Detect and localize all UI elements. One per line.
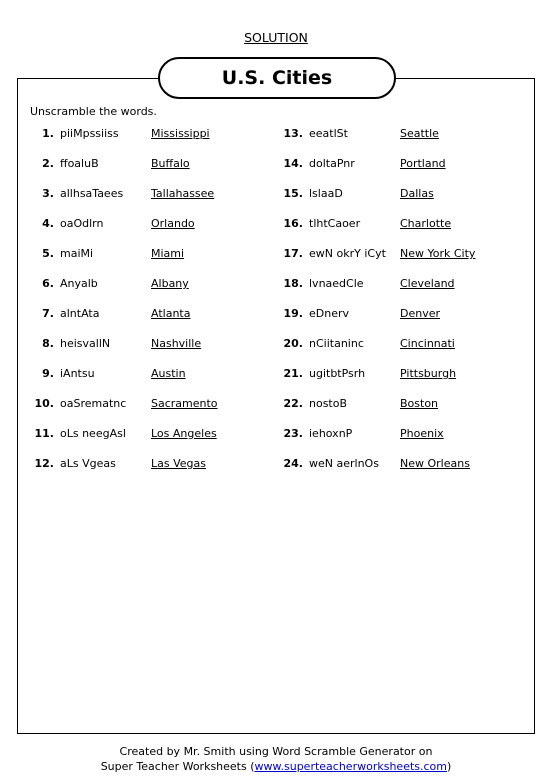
item-number: 4. (42, 217, 54, 230)
footer-credit: Created by Mr. Smith using Word Scramble Generator on (119, 745, 433, 758)
item-number: 3. (42, 187, 54, 200)
answer-word: Los Angeles (151, 427, 217, 440)
scrambled-word: nCiitaninc (309, 337, 364, 350)
footer (0, 744, 552, 774)
scrambled-word: iAntsu (60, 367, 95, 380)
answer-word: Denver (400, 307, 441, 320)
answer-word: Portland (400, 157, 446, 170)
scrambled-word: allhsaTaees (60, 187, 124, 200)
answer-word: Seattle (400, 127, 439, 140)
answer-word: Phoenix (400, 427, 444, 440)
item-number: 22. (283, 397, 303, 410)
item-number: 21. (283, 367, 303, 380)
scrambled-word: eDnerv (309, 307, 350, 320)
item-number: 18. (283, 277, 303, 290)
scrambled-word: maiMi (60, 247, 94, 260)
scrambled-word: ugitbtPsrh (309, 367, 366, 380)
item-number: 14. (283, 157, 303, 170)
scrambled-word: piiMpssiiss (60, 127, 119, 140)
scrambled-word: heisvallN (60, 337, 111, 350)
item-number: 8. (42, 337, 54, 350)
answer-word: Buffalo (151, 157, 190, 170)
website-link[interactable]: www.superteacherworksheets.com (254, 760, 447, 773)
answer-word: Boston (400, 397, 439, 410)
scrambled-word: lvnaedCle (309, 277, 364, 290)
item-number: 11. (34, 427, 54, 440)
footer-prefix: Super Teacher Worksheets ( (100, 760, 255, 773)
answer-word: Mississippi (151, 127, 210, 140)
footer-source (0, 759, 552, 774)
solution-label: SOLUTION (244, 30, 308, 45)
scrambled-word: lslaaD (309, 187, 343, 200)
item-number: 19. (283, 307, 303, 320)
item-number: 9. (42, 367, 54, 380)
item-number: 10. (34, 397, 54, 410)
item-number: 1. (42, 127, 54, 140)
answer-word: Las Vegas (151, 457, 206, 470)
answer-word: Atlanta (151, 307, 191, 320)
scrambled-word: ewN okrY iCyt (309, 247, 386, 260)
item-number: 6. (42, 277, 54, 290)
scrambled-word: oaSrematnc (60, 397, 127, 410)
item-number: 2. (42, 157, 54, 170)
item-number: 7. (42, 307, 54, 320)
answer-word: Dallas (400, 187, 434, 200)
title-box (158, 57, 396, 99)
scrambled-word: doltaPnr (309, 157, 355, 170)
scrambled-word: weN aerlnOs (309, 457, 379, 470)
instructions: Unscramble the words. (30, 105, 157, 118)
scrambled-word: Anyalb (60, 277, 98, 290)
answer-word: Albany (151, 277, 189, 290)
answer-word: Sacramento (151, 397, 218, 410)
item-number: 15. (283, 187, 303, 200)
scrambled-word: nostoB (309, 397, 348, 410)
answer-word: Austin (151, 367, 186, 380)
item-number: 5. (42, 247, 54, 260)
item-number: 23. (283, 427, 303, 440)
answer-word: New York City (400, 247, 476, 260)
scrambled-word: oaOdlrn (60, 217, 104, 230)
scrambled-word: tlhtCaoer (309, 217, 361, 230)
answer-word: Tallahassee (151, 187, 215, 200)
answer-word: Cleveland (400, 277, 455, 290)
scrambled-word: ffoaluB (60, 157, 99, 170)
answer-word: New Orleans (400, 457, 470, 470)
footer-suffix: ) (447, 760, 452, 773)
scrambled-word: oLs neegAsl (60, 427, 126, 440)
scrambled-word: aLs Vgeas (60, 457, 116, 470)
item-number: 12. (34, 457, 54, 470)
scrambled-word: iehoxnP (309, 427, 353, 440)
answer-word: Cincinnati (400, 337, 455, 350)
answer-word: Nashville (151, 337, 202, 350)
item-number: 17. (283, 247, 303, 260)
answer-word: Charlotte (400, 217, 452, 230)
answer-word: Orlando (151, 217, 195, 230)
scrambled-word: alntAta (60, 307, 100, 320)
scrambled-word: eeatlSt (309, 127, 348, 140)
page-title: U.S. Cities (221, 67, 333, 89)
item-number: 24. (283, 457, 303, 470)
answer-word: Pittsburgh (400, 367, 457, 380)
item-number: 20. (283, 337, 303, 350)
item-number: 13. (283, 127, 303, 140)
answer-word: Miami (151, 247, 185, 260)
item-number: 16. (283, 217, 303, 230)
